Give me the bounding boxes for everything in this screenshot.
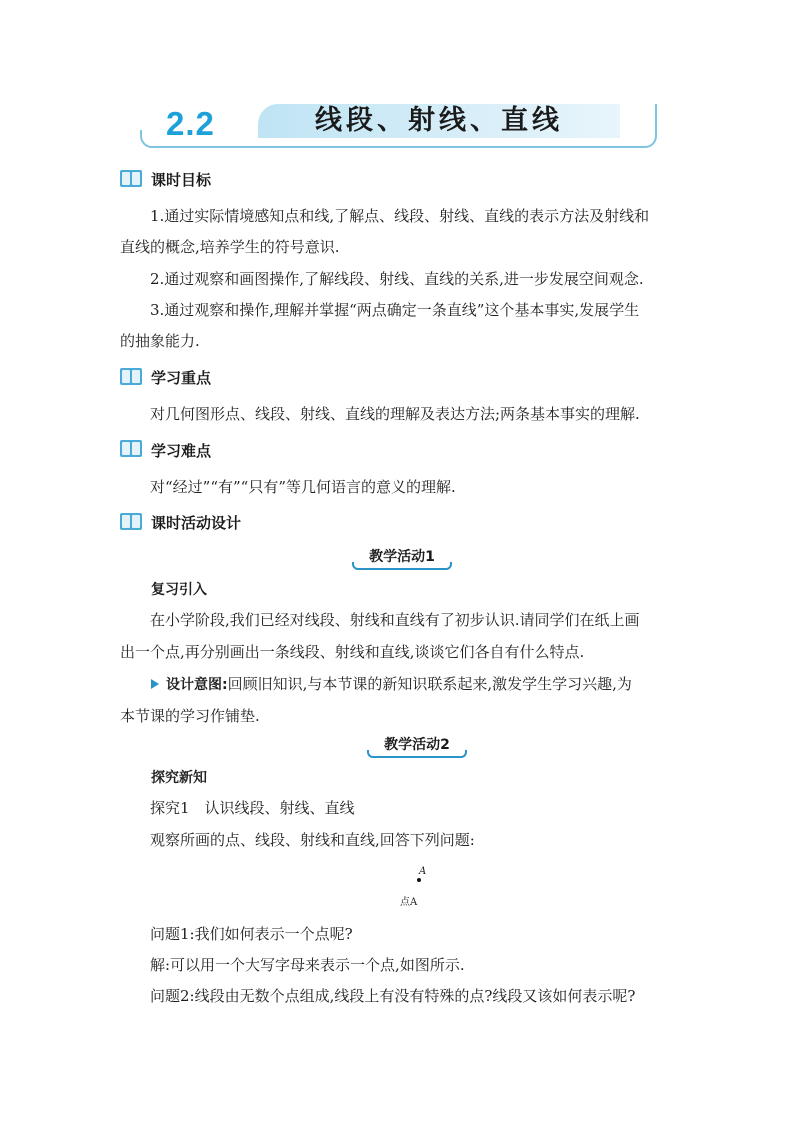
key-points-line: 对几何图形点、线段、射线、直线的理解及表达方法;两条基本事实的理解. xyxy=(150,405,640,423)
section-title-key-points: 学习重点 xyxy=(151,369,212,387)
activity-1-heading xyxy=(352,546,452,572)
design-intent-label: 设计意图: xyxy=(166,677,228,693)
answer-1: 解:可以用一个大写字母来表示一个点,如图所示. xyxy=(150,956,465,974)
activity-2-heading xyxy=(367,734,467,760)
explore-prompt: 观察所画的点、线段、射线和直线,回答下列问题: xyxy=(150,831,475,849)
section-title-goals: 课时目标 xyxy=(151,171,212,189)
figure-caption: 点A xyxy=(400,897,418,908)
design-intent-line-2: 本节课的学习作铺垫. xyxy=(120,707,260,725)
explore-title: 探究1 认识线段、射线、直线 xyxy=(150,799,355,817)
goals-line-3: 2.通过观察和画图操作,了解线段、射线、直线的关系,进一步发展空间观念. xyxy=(150,270,644,288)
book-icon xyxy=(120,368,142,385)
book-icon xyxy=(120,440,142,457)
section-title-difficulties: 学习难点 xyxy=(151,442,212,460)
activity-2-underline xyxy=(367,750,467,758)
goals-line-2: 直线的概念,培养学生的符号意识. xyxy=(120,238,340,256)
activity-1-underline xyxy=(352,562,452,570)
activity-1-line-1: 在小学阶段,我们已经对线段、射线和直线有了初步认识.请同学们在纸上画 xyxy=(150,611,640,629)
activity-1-subtitle: 复习引入 xyxy=(151,582,207,598)
activity-2-subtitle: 探究新知 xyxy=(151,770,207,786)
header-frame-corner xyxy=(140,130,166,148)
difficulties-line: 对“经过”“有”“只有”等几何语言的意义的理解. xyxy=(150,478,456,496)
page-title: 线段、射线、直线 xyxy=(315,105,563,136)
activity-2-heading-text: 教学活动2 xyxy=(384,737,450,753)
section-number: 2.2 xyxy=(166,105,215,142)
goals-line-5: 的抽象能力. xyxy=(120,332,200,350)
triangle-bullet-icon xyxy=(151,679,159,689)
design-intent-line-1 xyxy=(166,674,632,695)
activity-1-line-2: 出一个点,再分别画出一条线段、射线和直线,谈谈它们各自有什么特点. xyxy=(120,643,585,661)
point-dot xyxy=(417,878,421,882)
design-intent-text: 回顾旧知识,与本节课的新知识联系起来,激发学生学习兴趣,为 xyxy=(227,675,632,693)
book-icon xyxy=(120,513,142,530)
goals-line-4: 3.通过观察和操作,理解并掌握“两点确定一条直线”这个基本事实,发展学生 xyxy=(150,301,640,319)
question-2: 问题2:线段由无数个点组成,线段上有没有特殊的点?线段又该如何表示呢? xyxy=(150,987,636,1005)
point-label: A xyxy=(419,866,427,877)
book-icon xyxy=(120,170,142,187)
section-title-design: 课时活动设计 xyxy=(151,514,242,532)
question-1: 问题1:我们如何表示一个点呢? xyxy=(150,925,353,943)
goals-line-1: 1.通过实际情境感知点和线,了解点、线段、射线、直线的表示方法及射线和 xyxy=(150,207,650,225)
activity-1-heading-text: 教学活动1 xyxy=(369,549,435,565)
